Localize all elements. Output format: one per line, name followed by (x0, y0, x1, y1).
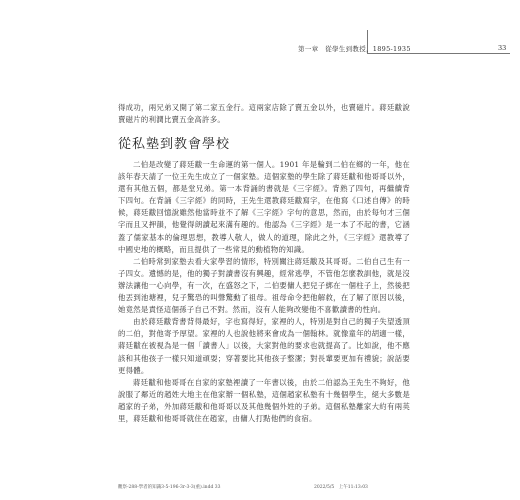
continued-paragraph (118, 102, 410, 126)
section-body (118, 159, 410, 425)
running-title: 第一章 從學生到教授，1895-1935 (298, 45, 411, 53)
print-file-info: 觀察-288-學者的知識3-5-196-3r-3-3(重).indd 33 (118, 485, 221, 490)
page-number: 33 (498, 44, 507, 52)
print-timestamp: 2022/5/5 上午11:13:03 (314, 485, 368, 490)
header-rule (367, 53, 510, 54)
paragraph: 二伯是改變了蔣廷黻一生命運的第一個人。1901 年是輪到二伯在鄉的一年，他在該年春天請了一位王先生成立了一個家塾。這個家塾的學生除了蔣廷黻和他哥哥以外，還有其他五個，都是堂兄弟。第一本背誦的書就是《三字經》。背熟了四句，再繼續背下四句。在背誦《三字經》的同時，王先生還教蔣廷黻寫字，在他寫《口述自傳》的時候，蔣廷黻回憶說雖然他當時並不了解《三字經》字句的意思，然而，由於每句才三個字而且又押韻，他覺得朗讀起來滿有趣的。他認為《三字經》是一本了不起的書，它涵蓋了儒家基本的倫理思想，教導人敬人，做人的道理，除此之外，《三字經》還教導了中國史地的概略，而且提供了一些常見的動植物的知識。 (118, 160, 410, 254)
section-title: 從私塾到教會學校 (118, 137, 231, 152)
running-header (0, 44, 520, 58)
paragraph: 得成功，兩兄弟又開了第二家五金行。這兩家店除了賣五金以外，也賣磁片。蔣廷黻說賣磁片的利潤比賣五金高許多。 (118, 103, 410, 125)
paragraph: 二伯時常到家塾去看大家學習的情形，特別關注蔣廷黻及其哥哥。二伯自己生有一子四女。遺憾的是，他的獨子對讀書沒有興趣，經常逃學，不管他怎麼教訓他，就是沒辦法讓他一心向學，有一次，在盛怒之下，二伯要傭人把兒子綁在一個柱子上，然後把他丟到池塘裡，兒子驚恐的叫聲驚動了祖母。祖母命令把他解救，在了解了原因以後，她竟然是責怪這個孫子自己不對。然而，沒有人能夠改變他不喜歡讀書的性向。 (118, 256, 410, 315)
paragraph: 由於蔣廷黻背書背得最好，字也寫得好，家裡的人，特別是對自己的獨子失望透頂的二伯，對他寄予厚望。家裡的人也說他將來會成為一個翰林。就像童年的胡適一樣，蔣廷黻在被視為是一個「讀書人」以後，大家對他的要求也就提高了。比如說，他不應該和其他孩子一樣只知道頑耍；穿著要比其他孩子整潔；對長輩要更加有禮貌；說話要更得體。 (118, 317, 410, 375)
paragraph: 蔣廷黻和他哥哥在自家的家塾裡讀了一年書以後，由於二伯認為王先生不夠好，他說服了鄰近的趙姓大地主在他家辦一個私塾，這個趙家私塾有十幾個學生，絕大多數是趙家的子弟，外加蔣廷黻和他哥哥以及其他幾個外姓的子弟。這個私塾離家大約有兩英里，蔣廷黻和他哥哥就住在趙家，由傭人打點他們的食宿。 (118, 377, 410, 423)
